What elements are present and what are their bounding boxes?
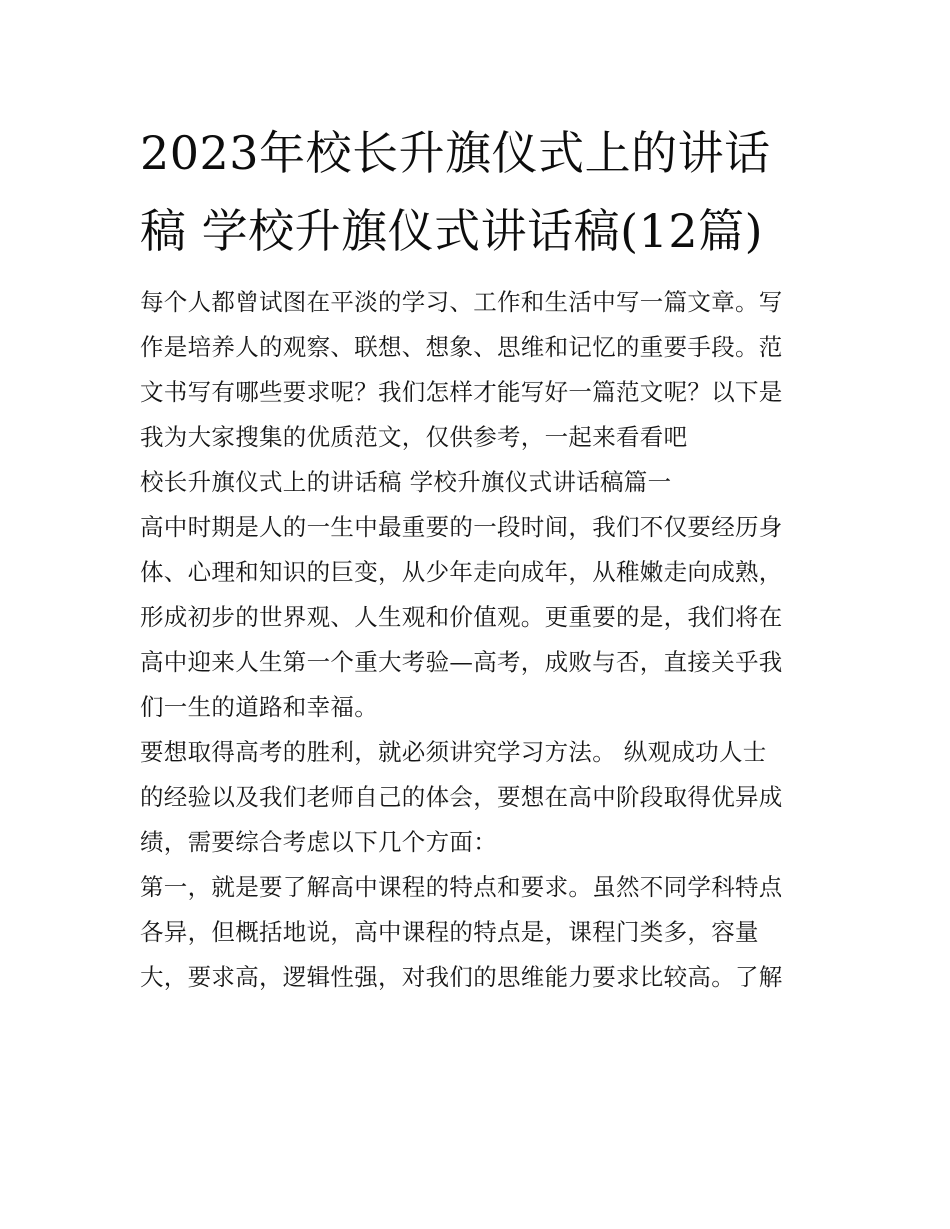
paragraph-3-line-1: 要想取得高考的胜利，就必须讲究学习方法。 纵观成功人士 [140, 738, 767, 766]
section-heading: 校长升旗仪式上的讲话稿 学校升旗仪式讲话稿篇一 [140, 468, 672, 496]
paragraph-4-line-3: 大，要求高，逻辑性强，对我们的思维能力要求比较高。了解 [140, 963, 783, 991]
paragraph-3-line-3: 绩，需要综合考虑以下几个方面： [140, 828, 497, 856]
document-title [140, 114, 830, 270]
paragraph-2-line-1: 高中时期是人的一生中最重要的一段时间，我们不仅要经历身 [140, 513, 783, 541]
title-line-1: 2023年校长升旗仪式上的讲话 [140, 126, 771, 180]
paragraph-3-line-2: 的经验以及我们老师自己的体会，要想在高中阶段取得优异成 [140, 783, 783, 811]
body-text [140, 280, 820, 1000]
intro-line-4: 我为大家搜集的优质范文，仅供参考，一起来看看吧 [140, 423, 688, 451]
intro-line-2: 作是培养人的观察、联想、想象、思维和记忆的重要手段。范 [140, 333, 783, 361]
paragraph-4-line-2: 各异，但概括地说，高中课程的特点是，课程门类多，容量 [140, 918, 759, 946]
paragraph-2-line-4: 高中迎来人生第一个重大考验—高考，成败与否，直接关乎我 [140, 648, 783, 676]
intro-line-3: 文书写有哪些要求呢？我们怎样才能写好一篇范文呢？以下是 [140, 378, 783, 406]
paragraph-2-line-5: 们一生的道路和幸福。 [140, 693, 378, 721]
paragraph-4-line-1: 第一，就是要了解高中课程的特点和要求。虽然不同学科特点 [140, 873, 783, 901]
paragraph-2-line-3: 形成初步的世界观、人生观和价值观。更重要的是，我们将在 [140, 603, 783, 631]
title-line-2: 稿 学校升旗仪式讲话稿(12篇) [140, 204, 764, 258]
paragraph-2-line-2: 体、心理和知识的巨变，从少年走向成年，从稚嫩走向成熟， [140, 558, 783, 586]
intro-line-1: 每个人都曾试图在平淡的学习、工作和生活中写一篇文章。写 [140, 288, 783, 316]
